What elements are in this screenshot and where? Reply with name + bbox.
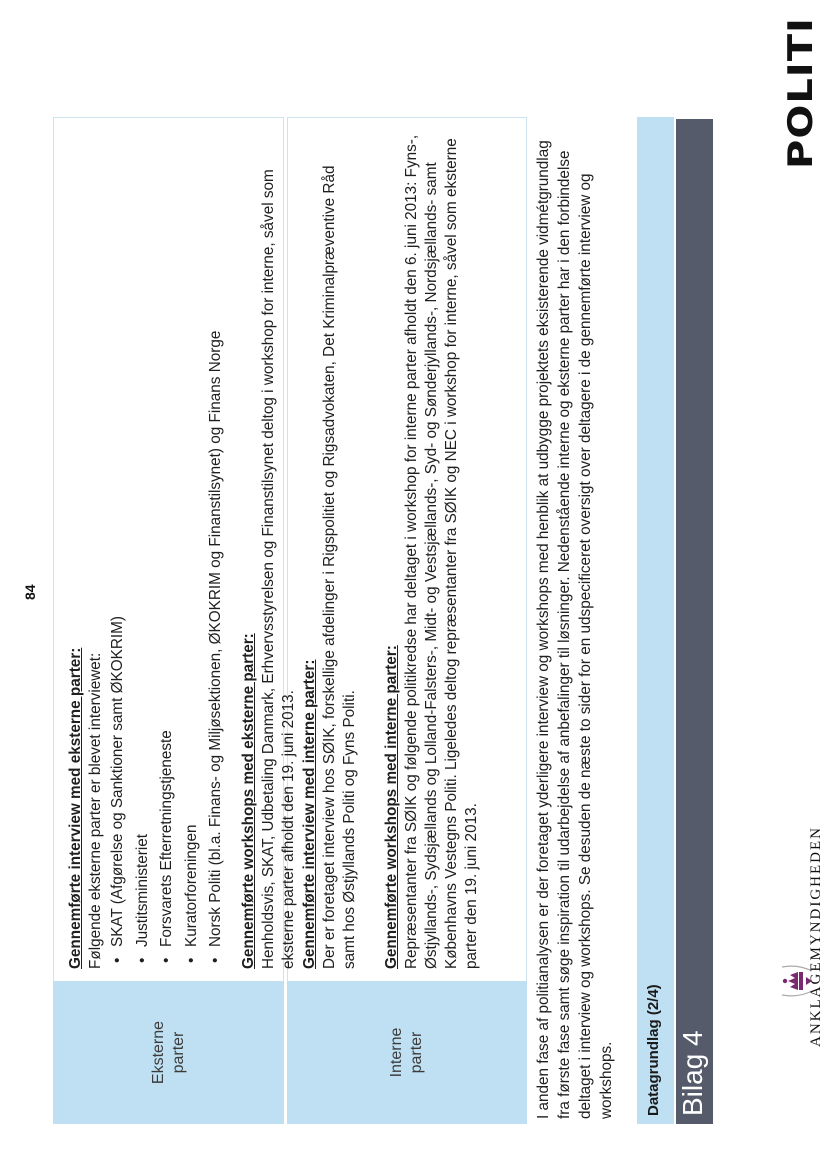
bullet-list [106, 130, 229, 969]
logo-text: ANKLAGEMYNDIGHEDEN [808, 826, 824, 1047]
row-label-eksterne [53, 981, 284, 1124]
row-label-interne [287, 981, 527, 1124]
section-heading: Gennemførte interview med eksterne parter: [67, 647, 84, 969]
section-heading: Gennemførte workshops med interne parter: [383, 645, 400, 969]
subtitle-bar [637, 117, 674, 1124]
section-heading: Gennemførte workshops med eksterne parter: [239, 633, 257, 969]
list-item: • Norsk Politi (bl.a. Finans- og Miljøsektionen, ØKOKRIM og Finanstilsynet) og Finans Norge [204, 130, 229, 969]
page-title: Bilag 4 [677, 1030, 708, 1116]
row-label-line: Interne [388, 1027, 405, 1078]
politi-logo: POLITI [781, 17, 821, 169]
section-text: Følgende eksterne parter er blevet interviewet: [87, 652, 104, 969]
list-item: • Justitsministeriet [131, 130, 156, 969]
row-interne-parter [287, 117, 527, 1124]
section-text: Der er foretaget interview hos SØIK, forskellige afdelinger i Rigspolitiet og Rigsadvokaten, Det Kriminalpræventive Råd samt hos Østjyllands Politi og Fyns Politi. [321, 165, 358, 969]
row-content-interne [287, 117, 527, 981]
row-label-line: parter [169, 1031, 187, 1074]
page-subtitle: Datagrundlag (2/4) [645, 984, 662, 1116]
title-bar [676, 119, 713, 1124]
section-text: Repræsentanter fra SØIK og følgende politikredse har deltaget i workshop for interne parter afholdt den 6. juni 2013: Fyns-, Østjyllands-, Sydsjællands og Lolland-Falsters-, Midt- og Vestsjællands-, Syd- og Sønderjyllands-, Nordsjællands- samt Københavns Vestegns Politi. Ligeledes deltog repræsentanter fra SØIK og NEC i workshop for interne, såvel som eksterne parter den 19. juni 2013. [403, 134, 480, 969]
section-text: Henholdsvis, SKAT, Udbetaling Danmark, Erhvervsstyrelsen og Finanstilsynet deltog i workshop for interne, såvel som eksterne parter afholdt den 19. juni 2013. [259, 169, 297, 969]
row-eksterne-parter [53, 117, 297, 1124]
page-number: 84 [22, 584, 38, 600]
intro-paragraph: I anden fase af politianalysen er der foretaget yderligere interview og workshops med henblik at udbygge projektets eksisterende vidmétgrundlag fra første fase samt søge inspiration til udarbejdelse af anbefalinger til løsninger. Nedenstående interne og eksterne parter har i den forbindelse deltaget i interview og workshops. Se desuden de næste to sider for en udspecificeret oversigt over deltagere i de gennemførte interview og workshops. [535, 140, 615, 1119]
list-item: • Kuratorforeningen [180, 130, 205, 969]
list-item: • SKAT (Afgørelse og Sanktioner samt ØKOKRIM) [106, 130, 131, 969]
row-label-line: Eksterne [149, 1020, 167, 1085]
section-heading: Gennemførte interview med interne parter: [301, 659, 318, 969]
list-item: • Forsvarets Efterretningstjeneste [155, 130, 180, 969]
row-content-eksterne [53, 117, 297, 981]
row-label-line: parter [408, 1031, 425, 1074]
